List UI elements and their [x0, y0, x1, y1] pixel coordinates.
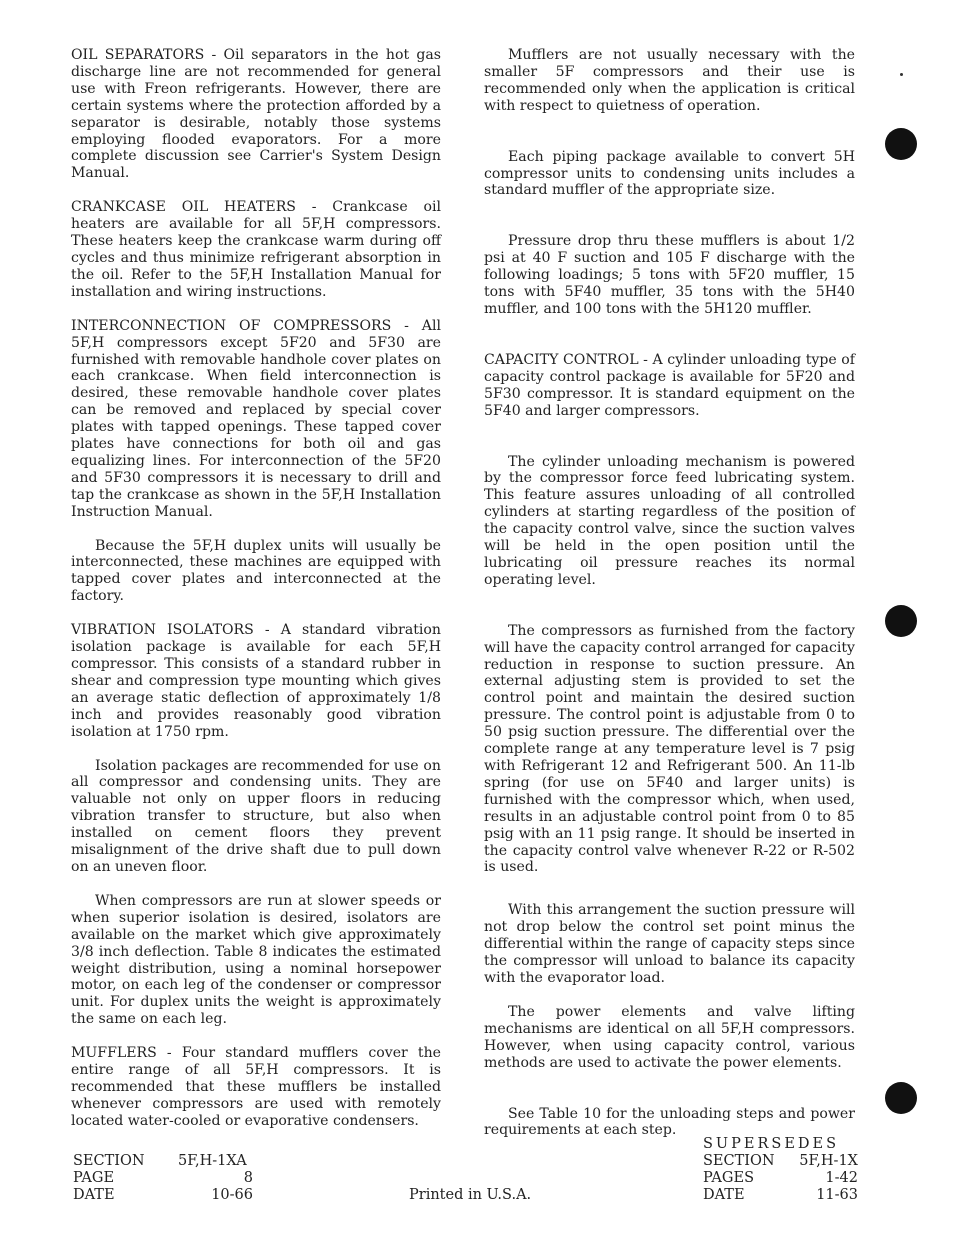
- factory-arrangement-paragraph: The compressors as furnished from the factory will have the capacity control arranged for capacity reduction in response to suction pressure. An external adjusting stem is provided to set the control point and maintain the desired suction pressure. The control point is adjustable from 0 to 50 psig suction pressure. The differential over the complete range at any temperature level is 7 psig with Refrigerant 12 and Refrigerant 500. An 11-lb spring (for use on 5F40 and larger units) is furnished with the compressor which, when used, results in an adjustable control point from 0 to 85 psig with an 11 psig range. It should be inserted in the capacity control valve whenever R-22 or R-502 is used.: [484, 622, 855, 876]
- vibration-isolators-paragraph: VIBRATION ISOLATORS - A standard vibration isolation package is available for each 5F,H compressor. This consists of a standard rubber in shear and compression type mounting which gives an average static deflection of approximately 1/8 inch and provides reasonably good vibration isolation at 1750 rpm.: [71, 622, 441, 740]
- mufflers-paragraph: MUFFLERS - Four standard mufflers cover the entire range of all 5F,H compressors. It is recommended that these mufflers be installed whenever compressors are used with remotely located water-cooled or evaporative condensers.: [71, 1045, 441, 1129]
- see-table-paragraph: See Table 10 for the unloading steps and power requirements at each step.: [484, 1105, 855, 1139]
- unloading-mechanism-paragraph: The cylinder unloading mechanism is powered by the compressor force feed lubricating system. This feature assures unloading of all controlled cylinders at starting regardless of the position of the capacity control valve, since the suction valves will be held in the open position until the lubricating oil pressure reaches its normal operating level.: [484, 453, 855, 588]
- printed-in-usa: Printed in U.S.A.: [409, 1187, 532, 1203]
- page-value: 8: [243, 1170, 253, 1186]
- capacity-control-paragraph: CAPACITY CONTROL - A cylinder unloading type of capacity control package is available for 5F20 and 5F30 compressor. It is standard equipment on the 5F40 and larger compressors.: [484, 351, 855, 419]
- sup-section-value: 5F,H-1X: [799, 1153, 858, 1169]
- piping-package-paragraph: Each piping package available to convert 5H compressor units to condensing units includes a standard muffler of the appropriate size.: [484, 148, 855, 199]
- supersedes-heading: SUPERSEDES: [703, 1136, 840, 1152]
- sup-pages-label: PAGES: [703, 1170, 754, 1186]
- binder-hole-3: [885, 1082, 917, 1114]
- slower-speeds-paragraph: When compressors are run at slower speeds or when superior isolation is desired, isolators are available on the market which give approximately 3/8 inch deflection. Table 8 indicates the estimated weight distribution, using a nominal horsepower motor, on each leg of the condenser or compressor unit. For duplex units the weight is approximately the same on each leg.: [71, 892, 441, 1028]
- oil-separators-paragraph: OIL SEPARATORS - Oil separators in the hot gas discharge line are not recommended for general use with Freon refrigerants. However, there are certain systems where the protection afforded by a separator is desirable, notably those systems employing flooded evaporators. For a more complete discussion see Carrier's System Design Manual.: [71, 47, 441, 182]
- sup-date-value: 11-63: [816, 1187, 858, 1203]
- footer-section-block: [73, 1153, 253, 1204]
- sup-date-label: DATE: [703, 1187, 745, 1203]
- interconnection-paragraph: INTERCONNECTION OF COMPRESSORS - All 5F,H compressors except 5F20 and 5F30 are furnished with removable handhole cover plates on each crankcase. When field interconnection is desired, these removable handhole cover plates can be removed and replaced by special cover plates with tapped openings. These tapped cover plates have connections for both oil and gas equalizing lines. For interconnection of the 5F20 and 5F30 compressors it is necessary to drill and tap the crankcase as shown in the 5F,H Installation Instruction Manual.: [71, 317, 441, 520]
- binder-hole-2: [885, 605, 917, 637]
- power-elements-paragraph: The power elements and valve lifting mechanisms are identical on all 5F,H compressors. However, when using capacity control, various methods are used to activate the power elements.: [484, 1003, 855, 1071]
- scan-speck: [900, 73, 903, 76]
- suction-pressure-paragraph: With this arrangement the suction pressure will not drop below the control set point minus the differential within the range of capacity steps since the compressor will unload to balance its capacity with the evaporator load.: [484, 902, 855, 986]
- isolation-packages-paragraph: Isolation packages are recommended for use on all compressor and condensing units. They are valuable not only on upper floors in reducing vibration transfer to structure, but also when installed on cement floors they prevent misalignment of the drive shaft due to pull down on an uneven floor.: [71, 757, 441, 875]
- left-column: [71, 47, 441, 1130]
- pressure-drop-paragraph: Pressure drop thru these mufflers is about 1/2 psi at 40 F suction and 105 F discharge with the following loadings; 5 tons with 5F20 muffler, 15 tons with 5F40 muffler, 35 tons with the 5H40 muffler, and 100 tons with the 5H120 muffler.: [484, 233, 855, 317]
- binder-hole-1: [885, 128, 917, 160]
- duplex-units-paragraph: Because the 5F,H duplex units will usually be interconnected, these machines are equipped with tapped cover plates and interconnected at the factory.: [71, 537, 441, 605]
- page-label: PAGE: [73, 1170, 115, 1186]
- footer-supersedes-block: [703, 1136, 858, 1204]
- crankcase-heaters-paragraph: CRANKCASE OIL HEATERS - Crankcase oil heaters are available for all 5F,H compressors. These heaters keep the crankcase warm during off cycles and thus minimize refrigerant absorption in the oil. Refer to the 5F,H Installation Manual for installation and wiring instructions.: [71, 199, 441, 300]
- section-label: SECTION: [73, 1153, 145, 1169]
- date-value: 10-66: [211, 1187, 253, 1203]
- sup-pages-value: 1-42: [825, 1170, 858, 1186]
- right-column: [484, 47, 855, 1139]
- sup-section-label: SECTION: [703, 1153, 775, 1169]
- section-value: 5F,H-1XA: [178, 1153, 247, 1169]
- date-label: DATE: [73, 1187, 115, 1203]
- mufflers-not-necessary-paragraph: Mufflers are not usually necessary with the smaller 5F compressors and their use is recommended only when the application is critical with respect to quietness of operation.: [484, 47, 855, 114]
